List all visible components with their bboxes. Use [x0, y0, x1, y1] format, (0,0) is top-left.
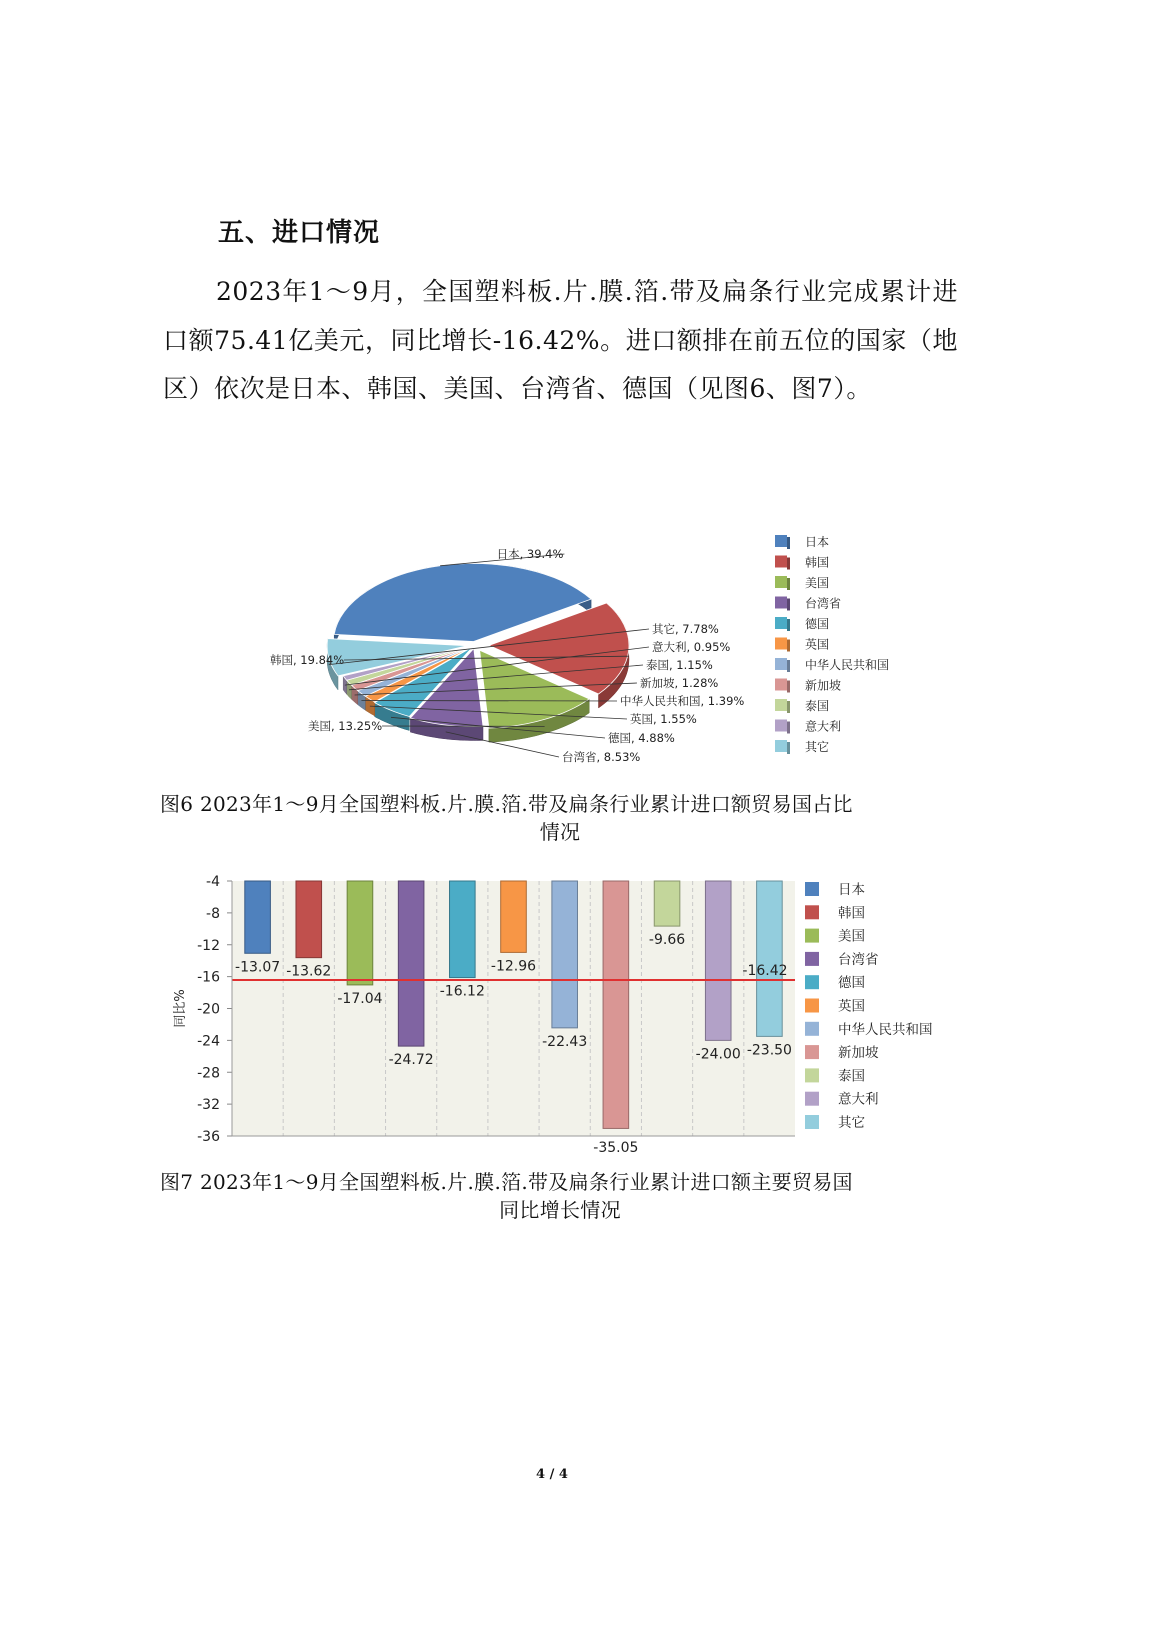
y-axis-label: 同比% [173, 989, 188, 1028]
y-tick-label: -16 [197, 969, 220, 986]
legend-label: 韩国 [805, 555, 830, 570]
bar [552, 881, 578, 1028]
pie-data-label: 新加坡, 1.28% [640, 676, 719, 690]
pie-chart [200, 525, 920, 775]
section-heading: 五、进口情况 [218, 218, 381, 248]
figure7-caption-line2: 同比增长情况 [499, 1198, 621, 1222]
legend-swatch [775, 535, 787, 547]
legend-label: 泰国 [805, 699, 830, 713]
figure7-caption-line1: 图7 2023年1～9月全国塑料板.片.膜.箔.带及扁条行业累计进口额主要贸易国 [160, 1170, 853, 1194]
pie-data-label: 韩国, 19.84% [270, 653, 345, 667]
legend-swatch [775, 576, 787, 588]
legend-label: 英国 [838, 998, 865, 1015]
legend-swatch [775, 556, 787, 568]
legend-swatch-side [787, 660, 790, 672]
legend-label: 台湾省 [838, 951, 879, 968]
pie-data-label: 泰国, 1.15% [646, 658, 713, 672]
bar-chart [160, 868, 960, 1158]
legend-label: 日本 [805, 535, 830, 549]
bar [654, 881, 680, 926]
legend-swatch-side [787, 640, 790, 652]
legend-label: 德国 [805, 617, 830, 631]
legend-swatch [805, 882, 819, 896]
pie-data-label: 意大利, 0.95% [652, 640, 731, 654]
legend-swatch-side [787, 537, 790, 549]
legend-swatch [805, 1068, 819, 1082]
legend-swatch-side [787, 599, 790, 611]
legend-swatch [775, 720, 787, 732]
bar-value-label: -24.72 [388, 1052, 434, 1069]
legend-label: 中华人民共和国 [805, 658, 890, 672]
figure7-caption [160, 1168, 960, 1224]
legend-label: 日本 [838, 882, 865, 898]
bar [398, 881, 424, 1046]
pie-data-label: 日本, 39.4% [496, 547, 564, 561]
legend-swatch [805, 952, 819, 966]
bar [296, 881, 322, 958]
bar [450, 881, 476, 978]
legend-swatch [775, 679, 787, 691]
bar [757, 881, 783, 1036]
bar [705, 881, 731, 1040]
y-tick-label: -32 [197, 1097, 220, 1114]
legend-swatch [805, 905, 819, 919]
legend-label: 意大利 [805, 719, 842, 734]
legend-label: 泰国 [838, 1068, 865, 1085]
legend-label: 韩国 [838, 905, 865, 922]
pie-data-label: 英国, 1.55% [630, 712, 697, 726]
legend-label: 新加坡 [838, 1045, 879, 1062]
legend-label: 新加坡 [805, 678, 842, 693]
bar [501, 881, 527, 952]
legend-swatch [775, 658, 787, 670]
legend-label: 英国 [805, 637, 830, 652]
legend-swatch-side [787, 681, 790, 693]
legend-swatch [805, 929, 819, 943]
legend-label: 其它 [838, 1115, 865, 1131]
bar-value-label: -35.05 [593, 1140, 639, 1156]
pie-data-label: 台湾省, 8.53% [562, 750, 641, 764]
legend-swatch [775, 699, 787, 711]
legend-swatch [775, 617, 787, 629]
bar-value-label: -9.66 [648, 932, 686, 949]
legend-swatch-side [787, 558, 790, 570]
pie-data-label: 美国, 13.25% [308, 719, 383, 733]
bar-value-label: -22.43 [542, 1033, 588, 1050]
bar-value-label: -13.07 [235, 959, 281, 976]
legend-label: 其它 [805, 740, 830, 754]
page-number: 4 / 4 [536, 1467, 568, 1482]
legend-label: 中华人民共和国 [838, 1021, 933, 1038]
figure6-caption-line2: 情况 [539, 820, 581, 844]
legend-swatch-side [787, 701, 790, 713]
legend-swatch-side [787, 722, 790, 734]
bar [603, 881, 629, 1128]
bar-value-label: -13.62 [286, 963, 332, 980]
bar [347, 881, 373, 985]
y-tick-label: -12 [197, 937, 220, 954]
legend-swatch [805, 1115, 819, 1129]
legend-swatch-side [787, 578, 790, 590]
legend-swatch [775, 638, 787, 650]
legend-label: 意大利 [838, 1091, 879, 1108]
y-tick-label: -8 [206, 905, 220, 922]
pie-leader-line [361, 701, 617, 702]
figure6-caption-line1: 图6 2023年1～9月全国塑料板.片.膜.箔.带及扁条行业累计进口额贸易国占比 [160, 792, 853, 816]
legend-swatch [775, 740, 787, 752]
pie-data-label: 中华人民共和国, 1.39% [620, 694, 745, 708]
pie-data-label: 德国, 4.88% [608, 731, 675, 745]
y-tick-label: -20 [197, 1001, 220, 1018]
reference-label: -16.42 [742, 962, 788, 979]
legend-swatch-side [787, 742, 790, 754]
y-tick-label: -24 [197, 1033, 220, 1050]
legend-label: 美国 [838, 928, 865, 945]
legend-swatch [805, 999, 819, 1013]
y-tick-label: -4 [206, 874, 220, 890]
pie-data-label: 其它, 7.78% [652, 622, 719, 636]
y-tick-label: -36 [197, 1129, 220, 1145]
bar-value-label: -17.04 [337, 990, 383, 1007]
legend-swatch [805, 975, 819, 989]
bar-value-label: -23.50 [746, 1042, 792, 1059]
legend-label: 台湾省 [805, 596, 842, 611]
figure6-caption [160, 790, 960, 846]
legend-swatch [775, 597, 787, 609]
legend-swatch [805, 1092, 819, 1106]
legend-swatch [805, 1045, 819, 1059]
bar-value-label: -12.96 [490, 958, 537, 975]
y-tick-label: -28 [197, 1065, 220, 1082]
bar-value-label: -24.00 [695, 1046, 741, 1063]
legend-label: 美国 [805, 576, 830, 590]
body-paragraph: 2023年1～9月，全国塑料板.片.膜.箔.带及扁条行业完成累计进口额75.41亿美元，同比增长-16.42%。进口额排在前五位的国家（地区）依次是日本、韩国、美国、台湾省、德国（见图6、图7）。 [163, 277, 958, 403]
legend-swatch [805, 1022, 819, 1036]
bar [245, 881, 271, 953]
bar-value-label: -16.12 [439, 983, 485, 1000]
legend-swatch-side [787, 619, 790, 631]
legend-label: 德国 [838, 975, 865, 992]
